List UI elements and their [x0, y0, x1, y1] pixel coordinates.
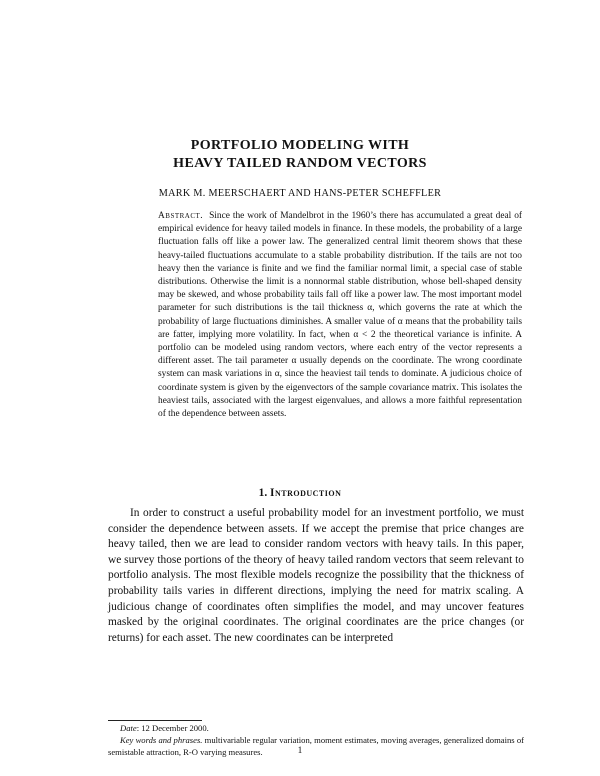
footnote-keywords-value: multivariable regular variation, moment estimates, moving averages, generalized domains of semistable attraction, R-O varying measures.: [108, 734, 524, 757]
footnote-date-value: : 12 December 2000.: [136, 723, 209, 733]
title-line-2: HEAVY TAILED RANDOM VECTORS: [173, 156, 427, 171]
intro-paragraph: In order to construct a useful probability model for an investment portfolio, we must consider the dependence between assets. If we accept the premise that price changes are heavy tailed, then we are lead to consider random vectors with heavy tails. In this paper, we survey those portions of the theory of heavy tailed random vectors that seem relevant to portfolio analysis. The most flexible models recognize the possibility that the thickness of probability tails varies in different directions, implying the need for matrix scaling. A judicious change of coordinates often simplifies the model, and may uncover features masked by the original coordinates. The original coordinates are the price changes (or returns) for each asset. The new coordinates can be interpreted: [108, 507, 524, 644]
footnote-divider: [108, 720, 202, 721]
footnote-date: [108, 723, 524, 735]
footnote-keywords-label: Key words and phrases.: [120, 734, 203, 745]
footnote-date-label: Date: [120, 723, 137, 733]
section-title: Introduction: [270, 487, 342, 499]
title-line-1: PORTFOLIO MODELING WITH: [190, 138, 410, 153]
abstract: [158, 210, 522, 421]
section-heading: [0, 487, 600, 499]
paper-title: [0, 137, 600, 173]
abstract-text: Since the work of Mandelbrot in the 1960’s there has accumulated a great deal of empirical evidence for heavy tailed models in finance. In these models, the probability of a large fluctuation falls off like a power law. The generalized central limit theorem shows that these heavy-tailed fluctuations accumulate to a stable probability distribution. If the tails are not too heavy then the variance is finite and we find the familiar normal limit, a special case of stable distributions. Otherwise the limit is a nonnormal stable distribution, whose bell-shaped density may be skewed, and whose probability tails fall off like a power law. The most important model parameter for such distributions is the tail thickness α, which governs the rate at which the probability of large fluctuations diminishes. A smaller value of α means that the probability tails are fatter, implying more volatility. In fact, when α < 2 the theoretical variance is infinite. A portfolio can be modeled using random vectors, where each entry of the vector represents a different asset. The tail parameter α usually depends on the coordinate. The wrong coordinate system can mask variations in α, since the heaviest tail tends to dominate. A judicious choice of coordinate system is given by the eigenvectors of the sample covariance matrix. This isolates the heaviest tails, associated with the largest eigenvalues, and allows a more faithful representation of the dependence between assets.: [158, 211, 523, 420]
author-line: MARK M. MEERSCHAERT AND HANS-PETER SCHEFFLER: [158, 188, 442, 199]
section-number: 1.: [258, 487, 268, 499]
page-number: 1: [297, 746, 303, 756]
abstract-label: Abstract.: [158, 211, 204, 221]
